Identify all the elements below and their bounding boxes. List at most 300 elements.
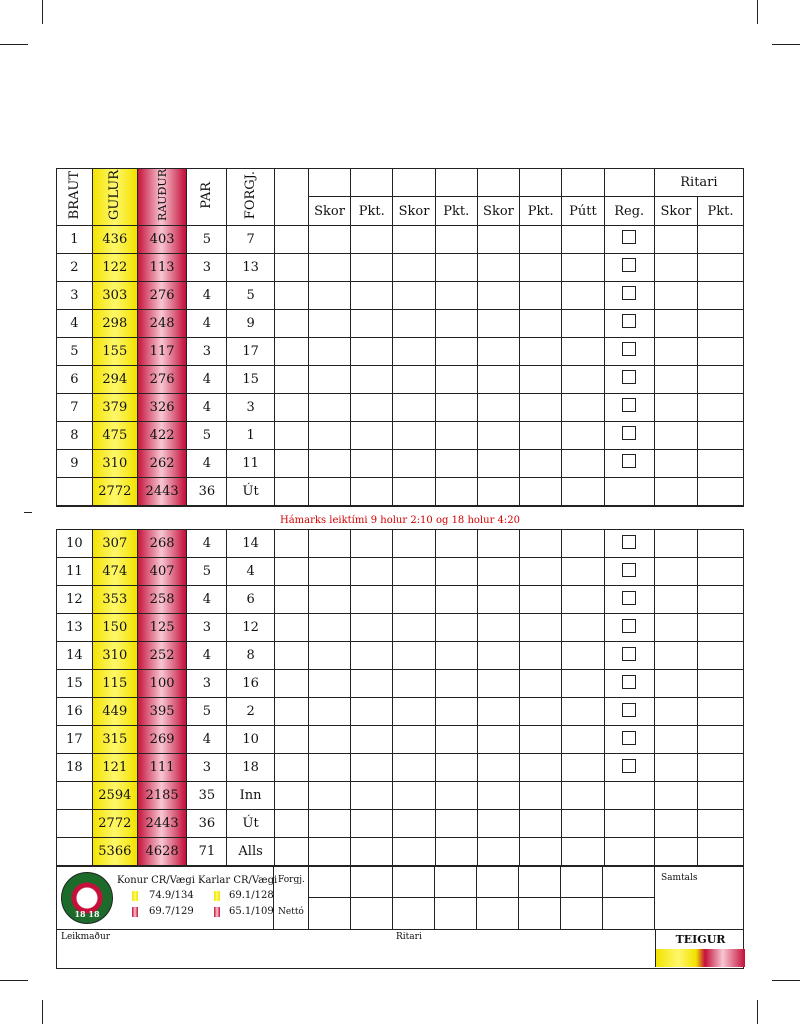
reg-cell[interactable] [604,530,654,558]
par-value: 3 [187,253,227,281]
total-entry[interactable] [351,810,393,838]
score-entry-cell[interactable] [308,365,350,393]
table-row [57,530,743,558]
total-entry[interactable] [520,810,562,838]
score-entry-cell[interactable] [351,642,393,670]
reg-cell[interactable] [604,449,654,477]
reg-checkbox[interactable] [622,398,636,412]
score-entry-cell[interactable] [698,670,743,698]
reg-cell[interactable] [604,698,654,726]
score-entry-cell[interactable] [393,281,435,309]
total-entry[interactable] [308,477,350,505]
score-entry-cell[interactable] [393,754,435,782]
reg-cell[interactable] [604,281,654,309]
score-entry-cell[interactable] [274,558,308,586]
total-entry[interactable] [393,477,435,505]
score-entry-cell[interactable] [435,698,477,726]
total-entry[interactable] [520,477,562,505]
total-entry[interactable] [435,838,477,866]
reg-checkbox[interactable] [622,258,636,272]
score-entry-cell[interactable] [393,253,435,281]
total-entry[interactable] [435,477,477,505]
score-entry-cell[interactable] [308,642,350,670]
score-entry-cell[interactable] [477,225,519,253]
score-entry-cell[interactable] [435,586,477,614]
score-entry-cell[interactable] [477,449,519,477]
score-entry-cell[interactable] [393,670,435,698]
score-entry-cell[interactable] [274,421,308,449]
handicap-value: 15 [227,365,274,393]
score-entry-cell[interactable] [351,449,393,477]
reg-cell[interactable] [604,586,654,614]
yellow-distance: 475 [92,421,137,449]
score-entry-cell[interactable] [351,670,393,698]
score-entry-cell[interactable] [435,670,477,698]
score-entry-cell[interactable] [274,309,308,337]
total-entry[interactable] [308,782,350,810]
score-entry-cell[interactable] [698,558,743,586]
reg-cell[interactable] [604,421,654,449]
front-total-row [57,477,743,505]
score-entry-cell[interactable] [351,281,393,309]
total-entry[interactable] [654,810,697,838]
score-entry-cell[interactable] [520,670,562,698]
score-entry-cell[interactable] [520,449,562,477]
hole-number: 16 [57,698,92,726]
score-entry-cell[interactable] [477,614,519,642]
score-entry-cell[interactable] [477,337,519,365]
total-entry[interactable] [274,838,308,866]
score-entry-cell[interactable] [393,393,435,421]
score-entry-cell[interactable] [698,225,743,253]
score-entry-cell[interactable] [698,449,743,477]
score-entry-cell[interactable] [698,421,743,449]
score-entry-cell[interactable] [435,754,477,782]
reg-checkbox[interactable] [622,619,636,633]
reg-checkbox[interactable] [622,675,636,689]
score-entry-cell[interactable] [435,281,477,309]
total-entry[interactable] [477,810,519,838]
total-entry[interactable] [393,782,435,810]
total-entry[interactable] [435,810,477,838]
score-entry-cell[interactable] [477,253,519,281]
score-entry-cell[interactable] [654,421,697,449]
score-entry-cell[interactable] [308,421,350,449]
total-entry[interactable] [654,477,697,505]
total-par: 35 [187,782,227,810]
score-entry-cell[interactable] [520,558,562,586]
total-entry[interactable] [562,782,604,810]
score-entry-cell[interactable] [654,253,697,281]
hole-number: 1 [57,225,92,253]
konur-red-swatch [132,907,138,917]
reg-cell[interactable] [604,642,654,670]
reg-checkbox[interactable] [622,454,636,468]
total-entry[interactable] [274,810,308,838]
total-entry[interactable] [698,838,743,866]
score-entry-cell[interactable] [654,558,697,586]
score-entry-cell[interactable] [308,309,350,337]
score-entry-cell[interactable] [654,225,697,253]
hole-number: 4 [57,309,92,337]
score-entry-cell[interactable] [435,726,477,754]
score-entry-cell[interactable] [308,281,350,309]
handicap-value: 2 [227,698,274,726]
score-entry-cell[interactable] [698,309,743,337]
score-entry-cell[interactable] [393,586,435,614]
score-entry-cell[interactable] [654,670,697,698]
reg-checkbox[interactable] [622,370,636,384]
total-entry[interactable] [435,782,477,810]
score-entry-cell[interactable] [435,558,477,586]
par-value: 5 [187,558,227,586]
score-entry-cell[interactable] [520,225,562,253]
header-top-cell [562,169,604,197]
total-entry[interactable] [274,782,308,810]
score-entry-cell[interactable] [654,337,697,365]
score-entry-cell[interactable] [435,614,477,642]
score-entry-cell[interactable] [351,726,393,754]
reg-cell[interactable] [604,670,654,698]
score-entry-cell[interactable] [654,449,697,477]
score-entry-cell[interactable] [654,754,697,782]
score-entry-cell[interactable] [393,365,435,393]
score-entry-cell[interactable] [477,281,519,309]
total-entry[interactable] [698,477,743,505]
score-entry-cell[interactable] [274,393,308,421]
score-entry-cell[interactable] [562,225,604,253]
score-entry-cell[interactable] [562,421,604,449]
score-entry-cell[interactable] [274,530,308,558]
red-distance: 113 [137,253,186,281]
table-row [57,670,743,698]
score-entry-cell[interactable] [520,586,562,614]
crop-mark [24,512,32,513]
score-entry-cell[interactable] [351,558,393,586]
reg-cell[interactable] [604,754,654,782]
hole-number: 9 [57,449,92,477]
total-entry[interactable] [604,810,654,838]
score-entry-cell[interactable] [308,253,350,281]
reg-checkbox[interactable] [622,230,636,244]
total-entry[interactable] [477,838,519,866]
score-entry-cell[interactable] [477,558,519,586]
score-entry-cell[interactable] [351,754,393,782]
total-entry[interactable] [654,838,697,866]
reg-cell[interactable] [604,309,654,337]
score-entry-cell[interactable] [308,225,350,253]
score-entry-cell[interactable] [393,449,435,477]
score-entry-cell[interactable] [308,337,350,365]
score-entry-cell[interactable] [477,421,519,449]
reg-cell[interactable] [604,726,654,754]
reg-cell[interactable] [604,614,654,642]
total-entry[interactable] [698,782,743,810]
header-raudur: RAUÐUR [137,169,186,225]
score-entry-cell[interactable] [308,558,350,586]
score-entry-cell[interactable] [308,530,350,558]
score-entry-cell[interactable] [435,337,477,365]
yellow-distance: 294 [92,365,137,393]
score-entry-cell[interactable] [435,393,477,421]
score-entry-cell[interactable] [351,586,393,614]
score-entry-cell[interactable] [654,393,697,421]
score-entry-cell[interactable] [562,530,604,558]
score-entry-cell[interactable] [308,449,350,477]
score-entry-cell[interactable] [520,365,562,393]
score-entry-cell[interactable] [435,449,477,477]
yellow-distance: 115 [92,670,137,698]
score-entry-cell[interactable] [698,365,743,393]
reg-checkbox[interactable] [622,647,636,661]
score-entry-cell[interactable] [654,726,697,754]
score-entry-cell[interactable] [562,449,604,477]
handicap-value: 8 [227,642,274,670]
score-entry-cell[interactable] [274,726,308,754]
score-entry-cell[interactable] [477,670,519,698]
score-entry-cell[interactable] [698,586,743,614]
score-entry-cell[interactable] [698,698,743,726]
score-entry-cell[interactable] [274,642,308,670]
score-entry-cell[interactable] [477,530,519,558]
handicap-value: 12 [227,614,274,642]
score-entry-cell[interactable] [654,614,697,642]
score-entry-cell[interactable] [520,281,562,309]
score-entry-cell[interactable] [520,754,562,782]
score-entry-cell[interactable] [274,698,308,726]
hole-number: 11 [57,558,92,586]
handicap-value: 1 [227,421,274,449]
score-entry-cell[interactable] [562,642,604,670]
score-entry-cell[interactable] [308,754,350,782]
score-entry-cell[interactable] [477,698,519,726]
karlar-yellow-swatch [214,891,220,901]
karlar-yellow-rating: 69.1/128 [229,890,274,901]
score-entry-cell[interactable] [274,225,308,253]
score-entry-cell[interactable] [274,337,308,365]
score-entry-cell[interactable] [698,726,743,754]
score-entry-cell[interactable] [274,586,308,614]
score-entry-cell[interactable] [393,558,435,586]
score-entry-cell[interactable] [435,365,477,393]
total-entry[interactable] [604,782,654,810]
header-top-cell [435,169,477,197]
score-entry-cell[interactable] [435,530,477,558]
score-entry-cell[interactable] [308,586,350,614]
reg-checkbox[interactable] [622,426,636,440]
score-entry-cell[interactable] [562,698,604,726]
score-entry-cell[interactable] [393,530,435,558]
score-entry-cell[interactable] [520,393,562,421]
score-entry-cell[interactable] [435,642,477,670]
score-entry-cell[interactable] [654,586,697,614]
score-entry-cell[interactable] [435,225,477,253]
leikmadur-label[interactable]: Leikmaður [61,932,111,942]
score-entry-cell[interactable] [562,614,604,642]
score-entry-cell[interactable] [562,754,604,782]
total-entry[interactable] [477,782,519,810]
score-entry-cell[interactable] [477,642,519,670]
total-label: Út [227,810,274,838]
total-entry[interactable] [604,477,654,505]
score-entry-cell[interactable] [351,421,393,449]
score-entry-cell[interactable] [308,393,350,421]
ritari-signature-label[interactable]: Ritari [396,932,422,942]
score-entry-cell[interactable] [274,670,308,698]
reg-cell[interactable] [604,253,654,281]
score-entry-cell[interactable] [562,393,604,421]
score-entry-cell[interactable] [308,614,350,642]
reg-checkbox[interactable] [622,286,636,300]
score-entry-cell[interactable] [562,337,604,365]
score-entry-cell[interactable] [477,365,519,393]
reg-checkbox[interactable] [622,314,636,328]
total-entry[interactable] [562,810,604,838]
score-entry-cell[interactable] [393,309,435,337]
reg-cell[interactable] [604,558,654,586]
total-entry[interactable] [520,782,562,810]
crop-mark [772,980,800,981]
score-entry-cell[interactable] [435,421,477,449]
reg-cell[interactable] [604,365,654,393]
score-entry-cell[interactable] [562,309,604,337]
score-entry-cell[interactable] [477,726,519,754]
total-entry[interactable] [393,810,435,838]
score-entry-cell[interactable] [274,365,308,393]
score-entry-cell[interactable] [274,614,308,642]
score-entry-cell[interactable] [520,309,562,337]
score-entry-cell[interactable] [562,726,604,754]
score-entry-cell[interactable] [393,225,435,253]
score-entry-cell[interactable] [351,337,393,365]
score-entry-cell[interactable] [477,309,519,337]
reg-checkbox[interactable] [622,731,636,745]
score-entry-cell[interactable] [351,393,393,421]
reg-checkbox[interactable] [622,759,636,773]
reg-cell[interactable] [604,337,654,365]
total-entry[interactable] [562,838,604,866]
score-entry-cell[interactable] [654,698,697,726]
score-entry-cell[interactable] [308,726,350,754]
total-entry[interactable] [351,782,393,810]
score-entry-cell[interactable] [698,754,743,782]
score-entry-cell[interactable] [654,365,697,393]
red-distance: 262 [137,449,186,477]
score-entry-cell[interactable] [520,421,562,449]
score-entry-cell[interactable] [477,393,519,421]
score-entry-cell[interactable] [520,726,562,754]
total-entry[interactable] [604,838,654,866]
score-entry-cell[interactable] [654,309,697,337]
score-entry-cell[interactable] [654,642,697,670]
reg-checkbox[interactable] [622,703,636,717]
score-entry-cell[interactable] [698,393,743,421]
score-entry-cell[interactable] [562,558,604,586]
score-entry-cell[interactable] [351,698,393,726]
score-entry-cell[interactable] [308,670,350,698]
score-entry-cell[interactable] [562,670,604,698]
score-entry-cell[interactable] [351,530,393,558]
score-entry-cell[interactable] [520,614,562,642]
total-entry[interactable] [351,477,393,505]
score-entry-cell[interactable] [654,281,697,309]
score-entry-cell[interactable] [393,421,435,449]
score-entry-cell[interactable] [562,281,604,309]
score-entry-cell[interactable] [351,225,393,253]
teigur-color-bar [656,949,745,967]
score-entry-cell[interactable] [477,586,519,614]
score-entry-cell[interactable] [274,281,308,309]
score-entry-cell[interactable] [520,698,562,726]
total-entry[interactable] [477,477,519,505]
score-entry-cell[interactable] [308,698,350,726]
reg-cell[interactable] [604,393,654,421]
red-distance: 326 [137,393,186,421]
score-entry-cell[interactable] [351,309,393,337]
total-entry[interactable] [520,838,562,866]
score-entry-cell[interactable] [520,642,562,670]
score-entry-cell[interactable] [520,530,562,558]
score-entry-cell[interactable] [477,754,519,782]
score-entry-cell[interactable] [698,281,743,309]
score-entry-cell[interactable] [698,614,743,642]
score-entry-cell[interactable] [393,726,435,754]
score-entry-cell[interactable] [520,253,562,281]
score-entry-cell[interactable] [393,337,435,365]
score-entry-cell[interactable] [698,642,743,670]
total-entry[interactable] [562,477,604,505]
score-entry-cell[interactable] [562,365,604,393]
total-entry[interactable] [351,838,393,866]
score-entry-cell[interactable] [520,337,562,365]
score-entry-cell[interactable] [393,614,435,642]
reg-checkbox[interactable] [622,591,636,605]
header-top-cell [308,169,350,197]
score-entry-cell[interactable] [393,698,435,726]
total-entry[interactable] [654,782,697,810]
table-row [57,225,743,253]
total-entry[interactable] [274,477,308,505]
sub-label: Pkt. [520,197,562,225]
sub-label: Skor [393,197,435,225]
score-entry-cell[interactable] [562,253,604,281]
score-entry-cell[interactable] [274,449,308,477]
score-entry-cell[interactable] [393,642,435,670]
score-entry-cell[interactable] [698,253,743,281]
score-entry-cell[interactable] [274,754,308,782]
score-entry-cell[interactable] [274,253,308,281]
score-entry-cell[interactable] [698,530,743,558]
total-entry[interactable] [698,810,743,838]
par-value: 3 [187,337,227,365]
net-divider [518,867,519,929]
score-entry-cell[interactable] [351,365,393,393]
total-entry[interactable] [308,810,350,838]
total-entry[interactable] [393,838,435,866]
score-entry-cell[interactable] [435,253,477,281]
score-entry-cell[interactable] [698,337,743,365]
score-entry-cell[interactable] [654,530,697,558]
reg-checkbox[interactable] [622,563,636,577]
reg-checkbox[interactable] [622,342,636,356]
score-entry-cell[interactable] [351,614,393,642]
reg-checkbox[interactable] [622,535,636,549]
reg-cell[interactable] [604,225,654,253]
score-entry-cell[interactable] [351,253,393,281]
total-entry[interactable] [308,838,350,866]
score-entry-cell[interactable] [435,309,477,337]
score-entry-cell[interactable] [562,586,604,614]
